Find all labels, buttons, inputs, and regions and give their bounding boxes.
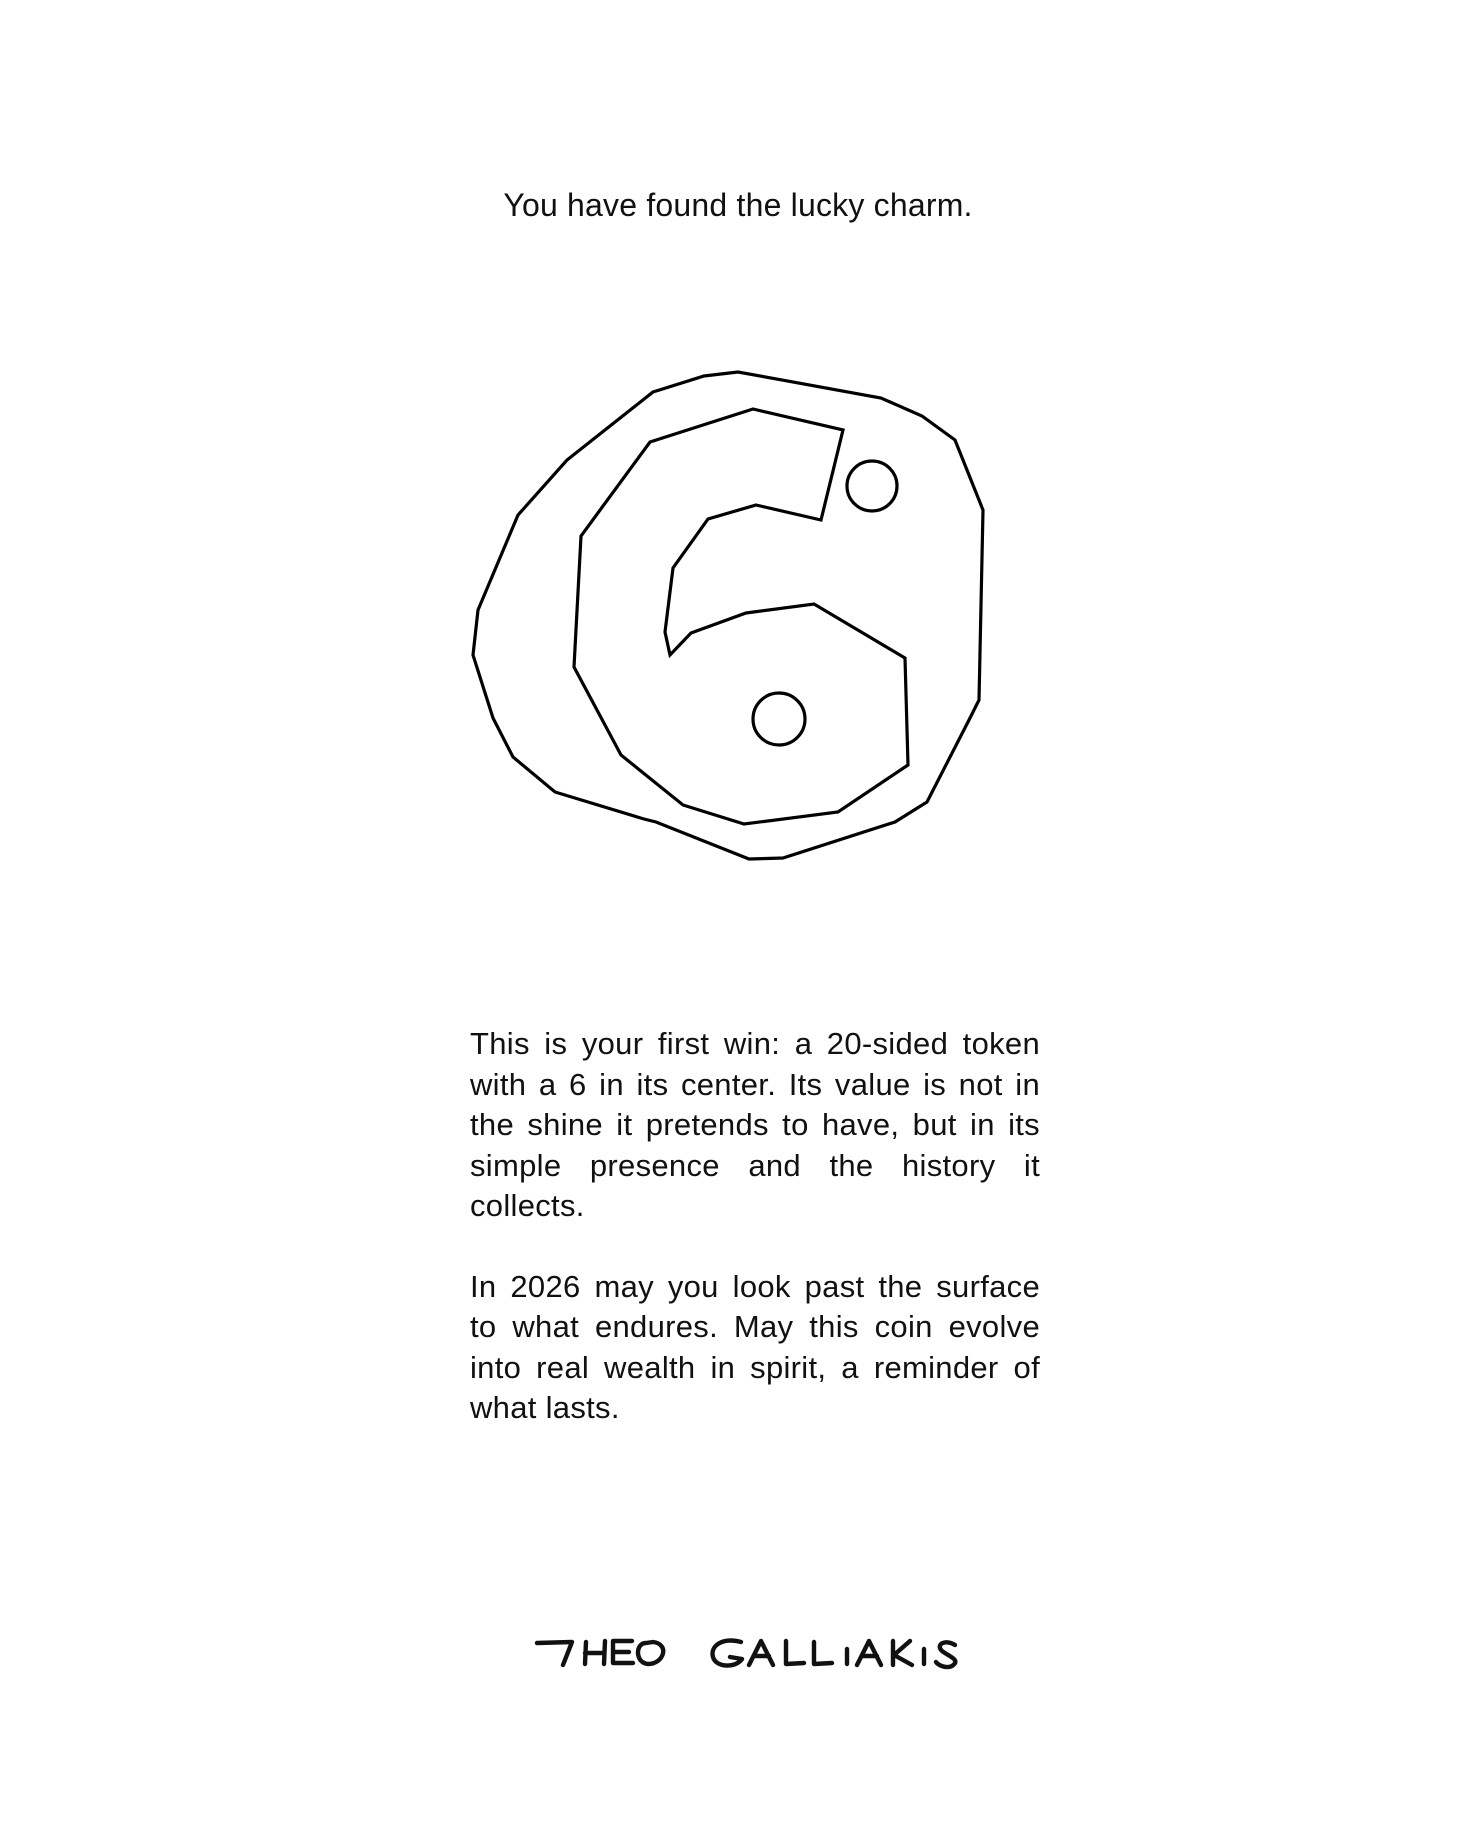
coin-outer-edge: [473, 372, 983, 859]
headline: You have found the lucky charm.: [503, 187, 973, 223]
coin-numeral-six: [574, 409, 908, 824]
coin-lower-hole: [753, 693, 805, 745]
coin-upper-hole: [847, 461, 897, 511]
message-paragraph-1: This is your first win: a 20-sided token with a 6 in its center. Its value is not in the shine it pretends to have, but in its simple presence and the history it collects.: [470, 1026, 1040, 1223]
message-body: [470, 1024, 1040, 1429]
message-paragraph-2: In 2026 may you look past the surface to what endures. May this coin evolve into real wealth in spirit, a reminder of what lasts.: [470, 1268, 1040, 1425]
